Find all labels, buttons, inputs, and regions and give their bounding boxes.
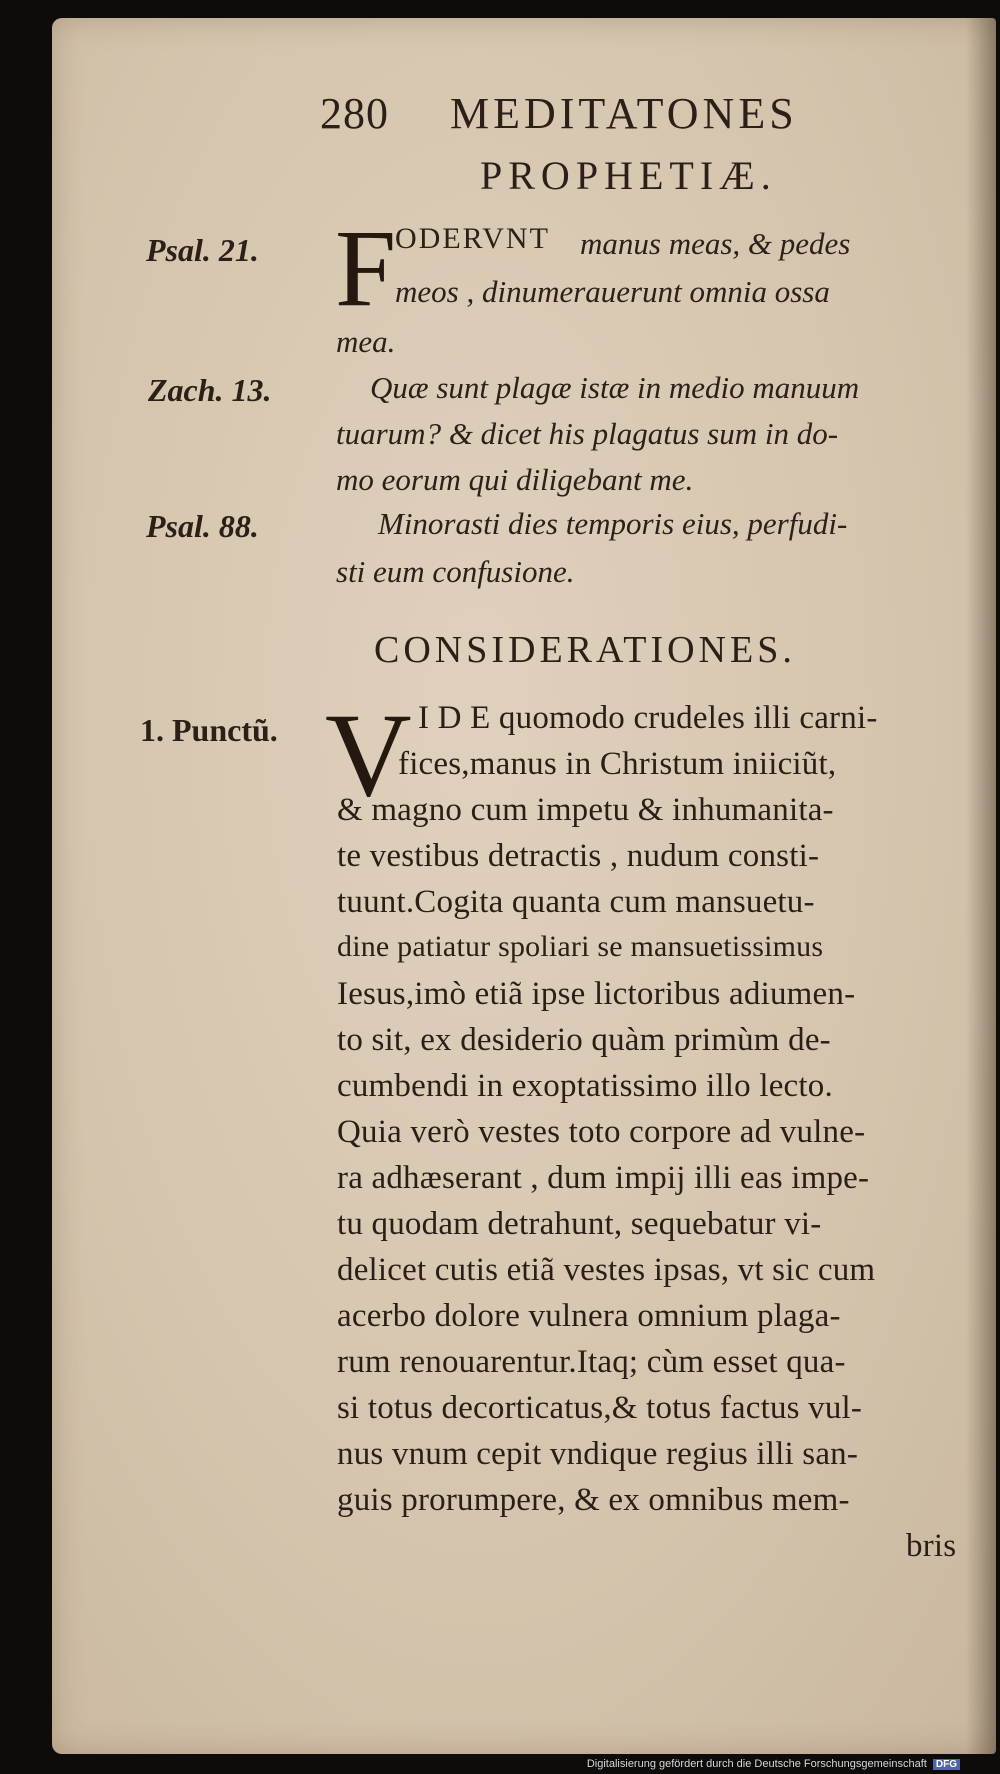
quote-line: manus meas, & pedes — [580, 226, 851, 261]
body-line: delicet cutis etiã vestes ipsas, vt sic cum — [337, 1252, 876, 1288]
body-line: ra adhæserant , dum impij illi eas impe- — [337, 1160, 870, 1196]
catchword: bris — [906, 1528, 957, 1564]
body-line: tu quodam detrahunt, sequebatur vi- — [337, 1206, 822, 1242]
running-title-2: PROPHETIÆ. — [480, 153, 777, 198]
quote-line: meos , dinumerauerunt omnia ossa — [395, 274, 830, 309]
dfg-logo: DFG — [933, 1759, 960, 1770]
margin-reference: Psal. 88. — [146, 508, 259, 544]
body-line: guis prorumpere, & ex omnibus mem- — [337, 1482, 850, 1518]
quote-line: mo eorum qui diligebant me. — [336, 462, 694, 497]
digitization-credit — [587, 1758, 960, 1770]
credit-text: Digitalisierung gefördert durch die Deutsche Forschungsgemeinschaft — [586, 1758, 927, 1770]
quote-line: Minorasti dies temporis eius, perfudi- — [378, 506, 848, 541]
drop-cap: F — [335, 207, 397, 329]
body-line: & magno cum impetu & inhumanita- — [337, 792, 834, 828]
body-line: rum renouarentur.Itaq; cùm esset qua- — [337, 1344, 846, 1380]
body-line: Quia verò vestes toto corpore ad vulne- — [337, 1114, 866, 1150]
drop-cap: V — [325, 688, 412, 821]
body-line: dine patiatur spoliari se mansuetissimus — [337, 930, 824, 963]
body-line: Iesus,imò etiã ipse lictoribus adiumen- — [337, 976, 856, 1012]
body-line: cumbendi in exoptatissimo illo lecto. — [337, 1068, 833, 1104]
body-line: to sit, ex desiderio quàm primùm de- — [337, 1022, 831, 1058]
body-line: te vestibus detractis , nudum consti- — [337, 838, 820, 874]
margin-point-label: 1. Punctũ. — [140, 712, 278, 748]
running-title: MEDITATONES — [450, 89, 798, 138]
section-title: CONSIDERATIONES. — [374, 629, 796, 671]
folio-number: 280 — [320, 89, 389, 138]
quote-line: tuarum? & dicet his plagatus sum in do- — [336, 416, 839, 451]
body-line: si totus decorticatus,& totus factus vul- — [337, 1390, 863, 1426]
body-line: tuunt.Cogita quanta cum mansuetu- — [337, 884, 815, 920]
body-line: fices,manus in Christum iniiciũt, — [398, 746, 837, 782]
margin-reference: Psal. 21. — [146, 232, 259, 268]
body-line: I D E quomodo crudeles illi carni- — [418, 700, 878, 736]
body-line: acerbo dolore vulnera omnium plaga- — [337, 1298, 841, 1334]
quote-first-word: ODERVNT — [395, 222, 550, 255]
quote-line: mea. — [336, 324, 396, 359]
body-line: nus vnum cepit vndique regius illi san- — [337, 1436, 859, 1472]
quote-line: sti eum confusione. — [336, 554, 575, 589]
quote-line: Quæ sunt plagæ istæ in medio manuum — [370, 370, 860, 405]
margin-reference: Zach. 13. — [148, 372, 272, 408]
